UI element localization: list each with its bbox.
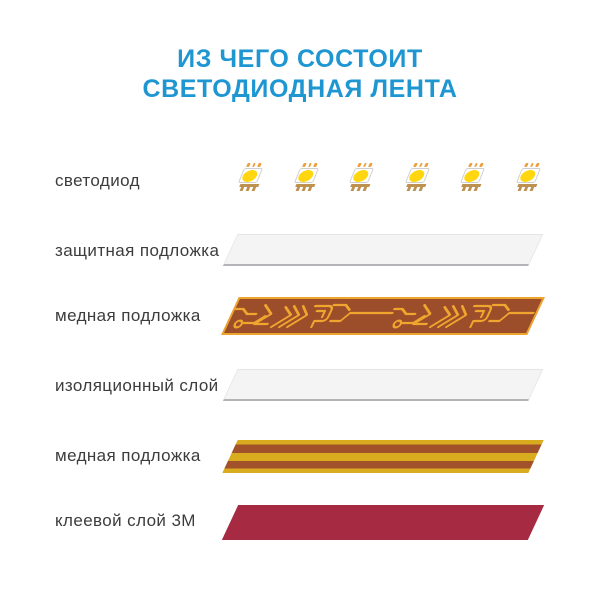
led-chip-icon — [238, 163, 264, 193]
led-chip-icon — [460, 163, 486, 193]
led-row — [238, 163, 542, 195]
led-body — [516, 168, 541, 183]
label-adhesive: клеевой слой 3M — [55, 511, 196, 530]
protective-layer-strip — [223, 234, 544, 266]
led-chip-icon — [349, 163, 375, 193]
led-body — [238, 168, 263, 183]
label-copper-stripes: медная подложка — [55, 446, 201, 465]
page-title — [0, 44, 600, 104]
label-led: светодиод — [55, 171, 140, 190]
led-chip-icon — [294, 163, 320, 193]
led-body — [460, 168, 485, 183]
led-emitter — [464, 168, 481, 182]
label-copper-circuit: медная подложка — [55, 306, 201, 325]
led-bottom-pins — [404, 184, 426, 191]
led-emitter — [297, 168, 314, 182]
insulation-layer-strip — [223, 369, 544, 401]
page-title-line1: ИЗ ЧЕГО СОСТОИТ — [177, 45, 423, 73]
led-emitter — [408, 168, 425, 182]
led-top-pins — [524, 163, 539, 167]
copper-stripes-strip — [222, 440, 543, 473]
led-body — [405, 168, 430, 183]
led-top-pins — [246, 163, 261, 167]
led-bottom-pins — [460, 184, 482, 191]
led-body — [349, 168, 374, 183]
page-title-line2: СВЕТОДИОДНАЯ ЛЕНТА — [142, 75, 458, 103]
led-top-pins — [413, 163, 428, 167]
led-chip-icon — [516, 163, 542, 193]
led-body — [294, 168, 319, 183]
circuit-traces-icon — [224, 299, 542, 333]
led-bottom-pins — [349, 184, 371, 191]
led-bottom-pins — [516, 184, 538, 191]
led-top-pins — [302, 163, 317, 167]
led-emitter — [519, 168, 536, 182]
led-emitter — [241, 168, 258, 182]
led-bottom-pins — [238, 184, 260, 191]
led-top-pins — [469, 163, 484, 167]
label-protective: защитная подложка — [55, 241, 220, 260]
led-emitter — [352, 168, 369, 182]
adhesive-layer-strip — [222, 505, 544, 540]
copper-circuit-strip — [221, 297, 545, 335]
led-top-pins — [357, 163, 372, 167]
led-chip-icon — [405, 163, 431, 193]
led-bottom-pins — [293, 184, 315, 191]
label-insulation: изоляционный слой — [55, 376, 219, 395]
